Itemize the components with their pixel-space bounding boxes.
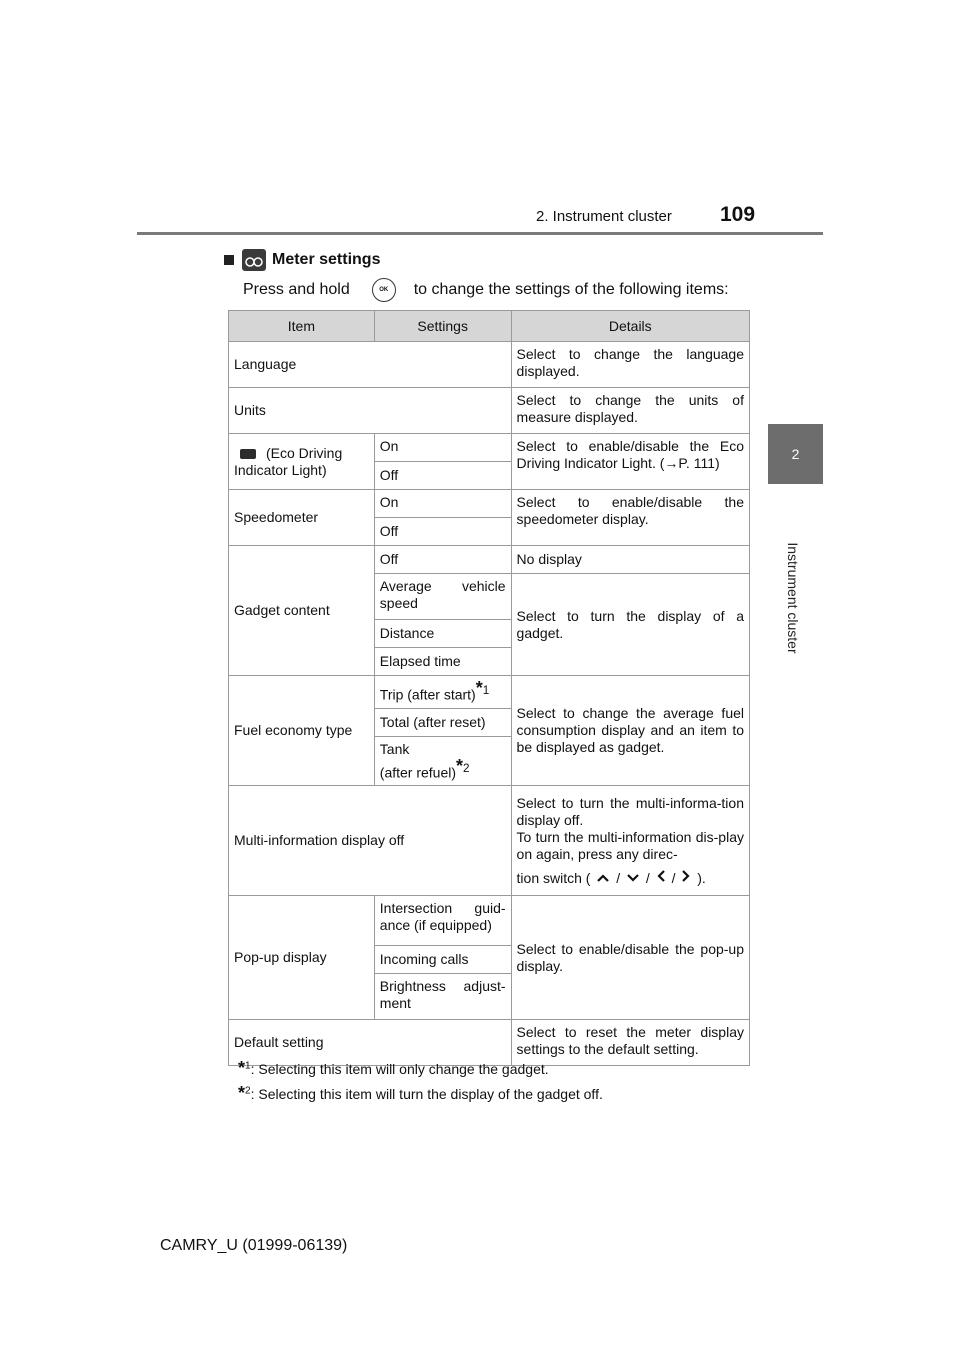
section-heading bbox=[224, 249, 380, 271]
footnote-1-text: : Selecting this item will only change the gadget. bbox=[250, 1061, 549, 1077]
arrow-sep-2: / bbox=[645, 869, 650, 886]
table-row bbox=[229, 434, 750, 462]
chapter-tab-label: Instrument cluster bbox=[785, 542, 801, 654]
footnote-2 bbox=[238, 1083, 603, 1104]
document-code: CAMRY_U (01999-06139) bbox=[160, 1237, 348, 1254]
table-row bbox=[229, 490, 750, 518]
settings-table bbox=[228, 310, 750, 1066]
eco-indicator-icon bbox=[240, 449, 256, 459]
chapter-tab: 2 bbox=[768, 424, 823, 484]
multi-details bbox=[511, 786, 749, 896]
col-settings: Settings bbox=[374, 311, 511, 342]
header-rule bbox=[137, 232, 823, 235]
left-arrow-icon bbox=[656, 869, 666, 887]
down-arrow-icon bbox=[626, 870, 640, 887]
col-item: Item bbox=[229, 311, 375, 342]
intro-before: Press and hold bbox=[243, 281, 350, 298]
language-item: Language bbox=[229, 342, 512, 388]
fuel-tank bbox=[374, 736, 511, 786]
footnote-2-text: : Selecting this item will turn the display of the gadget off. bbox=[250, 1086, 603, 1102]
col-details: Details bbox=[511, 311, 749, 342]
table-row bbox=[229, 546, 750, 574]
units-details: Select to change the units of measure displayed. bbox=[511, 388, 749, 434]
table-row bbox=[229, 388, 750, 434]
gadget-off: Off bbox=[374, 546, 511, 574]
popup-details: Select to enable/disable the pop-up display. bbox=[511, 896, 749, 1020]
footnote-star-2: * bbox=[456, 755, 464, 776]
fuel-total: Total (after reset) bbox=[374, 708, 511, 736]
footnote-1-num: 1 bbox=[245, 1060, 251, 1072]
eco-item bbox=[229, 434, 375, 490]
up-arrow-icon bbox=[596, 870, 610, 887]
eco-off: Off bbox=[374, 462, 511, 490]
multi-details-2: To turn the multi-information dis-play on again, press any direc- bbox=[516, 828, 744, 862]
multi-details-1: Select to turn the multi-informa-tion display off. bbox=[516, 794, 744, 828]
fuel-tank-sup: 2 bbox=[463, 761, 470, 775]
fuel-trip-label: Trip (after start) bbox=[379, 686, 476, 703]
multi-details-3a: tion switch ( bbox=[516, 869, 591, 886]
table-row bbox=[229, 896, 750, 946]
fuel-tank-label-2: (after refuel) bbox=[379, 764, 457, 781]
gadget-details: Select to turn the display of a gadget. bbox=[511, 574, 749, 676]
fuel-details: Select to change the average fuel consumption display and an item to be displayed as gadget. bbox=[511, 676, 749, 786]
ok-button-icon: OK bbox=[372, 278, 396, 302]
square-bullet-icon bbox=[224, 255, 234, 265]
default-details: Select to reset the meter display settings to the default setting. bbox=[511, 1020, 749, 1066]
multi-item: Multi-information display off bbox=[229, 786, 512, 896]
footnote-2-mark: * bbox=[238, 1083, 246, 1103]
car-meter-icon bbox=[242, 249, 266, 271]
table-row bbox=[229, 786, 750, 896]
eco-details: Select to enable/disable the Eco Driving Indicator Light. (→P. 111) bbox=[511, 434, 749, 490]
footnote-2-num: 2 bbox=[245, 1085, 251, 1097]
gadget-off-details: No display bbox=[511, 546, 749, 574]
gadget-item: Gadget content bbox=[229, 546, 375, 676]
eco-item-label: (Eco Driving Indicator Light) bbox=[234, 444, 343, 478]
table-row bbox=[229, 342, 750, 388]
speedometer-off: Off bbox=[374, 518, 511, 546]
gadget-distance: Distance bbox=[374, 620, 511, 648]
speedometer-details: Select to enable/disable the speedometer display. bbox=[511, 490, 749, 546]
gadget-avg: Average vehicle speed bbox=[374, 574, 511, 620]
intro-after: to change the settings of the following items: bbox=[413, 281, 729, 298]
speedometer-item: Speedometer bbox=[229, 490, 375, 546]
footnote-1 bbox=[238, 1058, 549, 1079]
table-header-row bbox=[229, 311, 750, 342]
table-row bbox=[229, 676, 750, 709]
section-title: 2. Instrument cluster bbox=[536, 208, 672, 225]
fuel-item: Fuel economy type bbox=[229, 676, 375, 786]
popup-brightness: Brightness adjust-ment bbox=[374, 974, 511, 1020]
units-item: Units bbox=[229, 388, 512, 434]
popup-item: Pop-up display bbox=[229, 896, 375, 1020]
arrow-sep-3: / bbox=[671, 869, 676, 886]
page-number: 109 bbox=[720, 203, 756, 226]
gadget-elapsed: Elapsed time bbox=[374, 648, 511, 676]
fuel-tank-label: Tank bbox=[379, 740, 410, 757]
footnote-star-1: * bbox=[475, 678, 483, 698]
popup-intersection: Intersection guid-ance (if equipped) bbox=[374, 896, 511, 946]
multi-details-3b: ). bbox=[697, 869, 706, 886]
default-item: Default setting bbox=[229, 1020, 512, 1066]
speedometer-on: On bbox=[374, 490, 511, 518]
fuel-trip bbox=[374, 676, 511, 709]
fuel-trip-sup: 1 bbox=[482, 684, 490, 697]
footnote-1-mark: * bbox=[238, 1058, 246, 1078]
language-details: Select to change the language displayed. bbox=[511, 342, 749, 388]
intro-text bbox=[243, 278, 729, 302]
eco-on: On bbox=[374, 434, 511, 462]
multi-details-3 bbox=[517, 869, 744, 887]
arrow-sep-1: / bbox=[616, 869, 621, 886]
popup-calls: Incoming calls bbox=[374, 946, 511, 974]
right-arrow-icon bbox=[681, 869, 691, 887]
heading-title: Meter settings bbox=[272, 251, 381, 268]
